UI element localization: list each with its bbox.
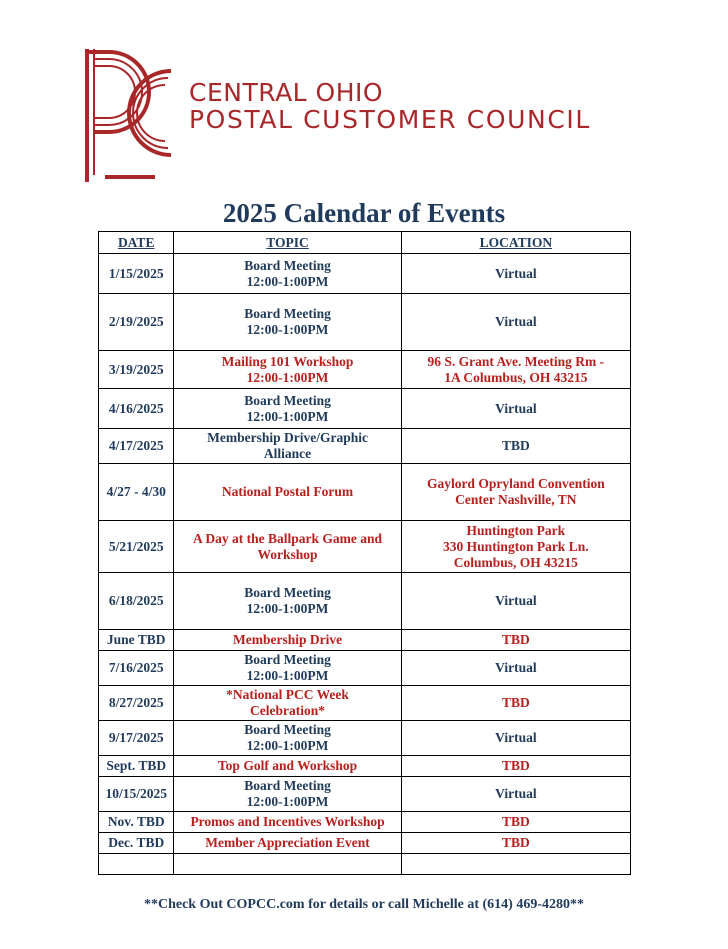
event-topic: Membership Drive/Graphic Alliance bbox=[174, 429, 401, 464]
table-row bbox=[99, 464, 631, 521]
event-location: TBD bbox=[401, 686, 630, 721]
event-location: Virtual bbox=[401, 651, 630, 686]
event-topic: Board Meeting 12:00-1:00PM bbox=[174, 294, 401, 351]
table-row bbox=[99, 573, 631, 630]
table-row bbox=[99, 630, 631, 651]
event-date: 6/18/2025 bbox=[99, 573, 174, 630]
table-row bbox=[99, 686, 631, 721]
event-date: Dec. TBD bbox=[99, 833, 174, 854]
event-date: 3/19/2025 bbox=[99, 351, 174, 389]
event-date: 1/15/2025 bbox=[99, 254, 174, 294]
event-topic: Board Meeting 12:00-1:00PM bbox=[174, 254, 401, 294]
event-location: TBD bbox=[401, 756, 630, 777]
event-location bbox=[401, 854, 630, 875]
table-row bbox=[99, 651, 631, 686]
org-name-line2: POSTAL CUSTOMER COUNCIL bbox=[189, 105, 591, 134]
event-topic: Promos and Incentives Workshop bbox=[174, 812, 401, 833]
table-row bbox=[99, 389, 631, 429]
event-location: Huntington Park 330 Huntington Park Ln. Columbus, OH 43215 bbox=[401, 521, 630, 573]
table-row bbox=[99, 812, 631, 833]
table-row bbox=[99, 294, 631, 351]
event-location: 96 S. Grant Ave. Meeting Rm - 1A Columbus, OH 43215 bbox=[401, 351, 630, 389]
event-topic: National Postal Forum bbox=[174, 464, 401, 521]
event-location: Virtual bbox=[401, 573, 630, 630]
page-title: 2025 Calendar of Events bbox=[222, 198, 506, 228]
event-topic: A Day at the Ballpark Game and Workshop bbox=[174, 521, 401, 573]
event-topic: Board Meeting 12:00-1:00PM bbox=[174, 389, 401, 429]
table-row bbox=[99, 521, 631, 573]
event-location: Gaylord Opryland Convention Center Nashville, TN bbox=[401, 464, 630, 521]
event-date: 8/27/2025 bbox=[99, 686, 174, 721]
event-topic: Mailing 101 Workshop 12:00-1:00PM bbox=[174, 351, 401, 389]
event-topic: Top Golf and Workshop bbox=[174, 756, 401, 777]
event-date: 4/16/2025 bbox=[99, 389, 174, 429]
event-topic: Board Meeting 12:00-1:00PM bbox=[174, 777, 401, 812]
table-row bbox=[99, 429, 631, 464]
event-date bbox=[99, 854, 174, 875]
column-header-location: LOCATION bbox=[401, 232, 630, 254]
table-header-row bbox=[99, 232, 631, 254]
footer-note: **Check Out COPCC.com for details or call Michelle at (614) 469-4280** bbox=[143, 897, 585, 912]
event-topic bbox=[174, 854, 401, 875]
pcc-logo-icon bbox=[83, 49, 173, 182]
event-topic: Board Meeting 12:00-1:00PM bbox=[174, 651, 401, 686]
event-date: June TBD bbox=[99, 630, 174, 651]
event-date: 4/17/2025 bbox=[99, 429, 174, 464]
event-location: Virtual bbox=[401, 389, 630, 429]
event-location: Virtual bbox=[401, 721, 630, 756]
table-row bbox=[99, 854, 631, 875]
event-date: 9/17/2025 bbox=[99, 721, 174, 756]
event-date: 5/21/2025 bbox=[99, 521, 174, 573]
column-header-date: DATE bbox=[99, 232, 174, 254]
event-date: Sept. TBD bbox=[99, 756, 174, 777]
event-date: 4/27 - 4/30 bbox=[99, 464, 174, 521]
event-location: Virtual bbox=[401, 294, 630, 351]
event-location: TBD bbox=[401, 812, 630, 833]
table-row bbox=[99, 351, 631, 389]
event-date: 7/16/2025 bbox=[99, 651, 174, 686]
table-row bbox=[99, 254, 631, 294]
event-location: Virtual bbox=[401, 777, 630, 812]
events-table bbox=[98, 231, 631, 875]
table-row bbox=[99, 777, 631, 812]
table-row bbox=[99, 756, 631, 777]
event-location: Virtual bbox=[401, 254, 630, 294]
org-name-line1: CENTRAL OHIO bbox=[189, 78, 384, 107]
event-topic: Membership Drive bbox=[174, 630, 401, 651]
event-topic: *National PCC Week Celebration* bbox=[174, 686, 401, 721]
event-topic: Board Meeting 12:00-1:00PM bbox=[174, 573, 401, 630]
event-topic: Member Appreciation Event bbox=[174, 833, 401, 854]
event-location: TBD bbox=[401, 833, 630, 854]
table-row bbox=[99, 833, 631, 854]
column-header-topic: TOPIC bbox=[174, 232, 401, 254]
event-location: TBD bbox=[401, 429, 630, 464]
event-date: 2/19/2025 bbox=[99, 294, 174, 351]
event-date: 10/15/2025 bbox=[99, 777, 174, 812]
event-date: Nov. TBD bbox=[99, 812, 174, 833]
event-topic: Board Meeting 12:00-1:00PM bbox=[174, 721, 401, 756]
table-row bbox=[99, 721, 631, 756]
event-location: TBD bbox=[401, 630, 630, 651]
